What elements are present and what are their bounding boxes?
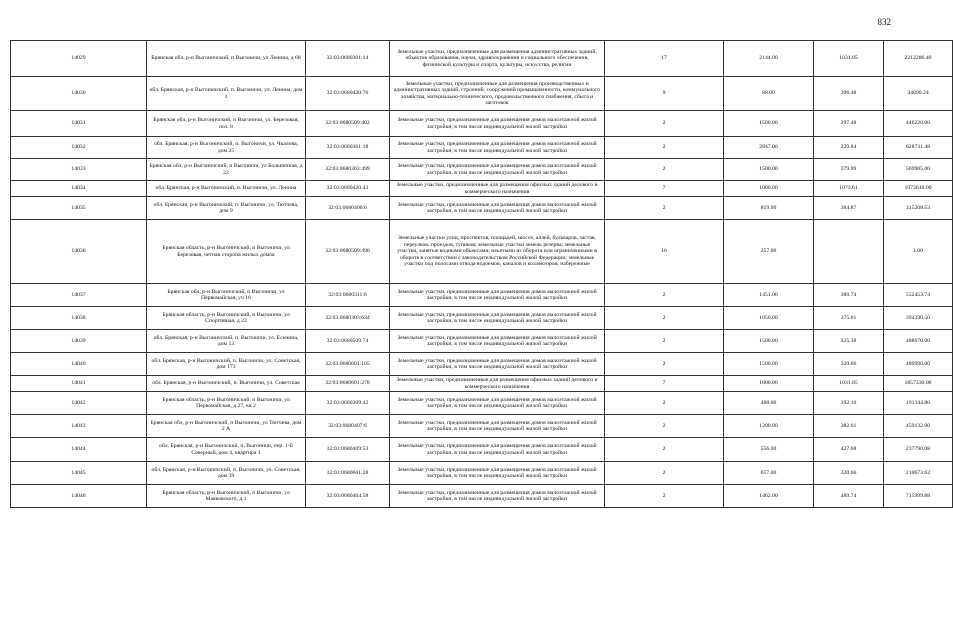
land-purpose-cell: Земельные участки, предназначенные для размещения домов малоэтажной жилой застройки, в том числе индивидуальной жилой застройки <box>390 284 605 307</box>
specific-value-cell: 320.66 <box>814 353 884 376</box>
group-code-cell: 2 <box>605 438 724 462</box>
specific-value-cell: 297.48 <box>814 111 884 137</box>
cadastral-value-cell: 569985.00 <box>884 159 953 181</box>
row-id-cell: 14033 <box>11 159 147 181</box>
specific-value-cell: 1031.85 <box>814 376 884 392</box>
specific-value-cell: 379.99 <box>814 159 884 181</box>
land-purpose-cell: Земельные участки, предназначенные для размещения офисных зданий делового и коммерческого назначения <box>390 181 605 197</box>
area-cell: 1500.00 <box>724 330 814 353</box>
cadastral-number-cell: 32:03:0680406:6 <box>306 197 390 220</box>
cadastral-value-cell: 191344.80 <box>884 392 953 415</box>
area-cell: 819.00 <box>724 197 814 220</box>
cadastral-number-cell: 32:03:0680509:74 <box>306 330 390 353</box>
table-row <box>11 284 953 307</box>
address-cell: обл. Брянская, р-н Выгоничский, п. Выгоничи, ул. Советская, дом 39 <box>147 462 306 485</box>
group-code-cell: 7 <box>605 376 724 392</box>
cadastral-value-cell: 2212286.40 <box>884 41 953 77</box>
cadastral-number-cell: 32:03:0680309:42 <box>306 392 390 415</box>
table-row <box>11 111 953 137</box>
land-purpose-cell: Земельные участки улиц, проспектов, площадей, шоссе, аллей, бульваров, застав, переулков, проездов, тупиков; земельные участки земель резерва; земельные участки, занятые водными объектами, изъятыми из оборота или ограниченными в обороте в соответствии с законодательством Российской Федерации; земельные участки под полосами отвода водоемов, каналов и коллекторов, набережные <box>390 220 605 284</box>
specific-value-cell: 1031.85 <box>814 41 884 77</box>
row-id-cell: 14035 <box>11 197 147 220</box>
row-id-cell: 14046 <box>11 485 147 508</box>
table-row <box>11 159 953 181</box>
table-row <box>11 41 953 77</box>
group-code-cell: 9 <box>605 77 724 111</box>
group-code-cell: 2 <box>605 353 724 376</box>
area-cell: 88.00 <box>724 77 814 111</box>
cadastral-number-cell: 32:03:0680404:58 <box>306 485 390 508</box>
specific-value-cell <box>814 220 884 284</box>
cadastral-number-cell: 32:03:0680420:43 <box>306 181 390 197</box>
address-cell: Брянская область, р-н Выгоничский, п Выгоничи, ул Березовая, четная сторона жилых домов <box>147 220 306 284</box>
land-purpose-cell: Земельные участки, предназначенные для размещения домов малоэтажной жилой застройки, в том числе индивидуальной жилой застройки <box>390 353 605 376</box>
cadastral-value-cell: 488070.00 <box>884 330 953 353</box>
table-row <box>11 77 953 111</box>
area-cell: 1500.00 <box>724 111 814 137</box>
cadastral-number-cell: 32:03:0680509:490 <box>306 220 390 284</box>
cadastral-value-cell: 1.00 <box>884 220 953 284</box>
cadastral-value-cell: 552453.74 <box>884 284 953 307</box>
cadastral-value-cell: 394390.50 <box>884 307 953 330</box>
page-number: 832 <box>877 17 891 27</box>
cadastral-number-cell: 32:03:0680407:6 <box>306 415 390 438</box>
address-cell: обл. Брянская, р-н Выгоничский, п. Выгоничи, ул. Советская <box>147 376 306 392</box>
group-code-cell: 2 <box>605 111 724 137</box>
address-cell: обл. Брянская, р-н Выгоничский, п. Выгоничи, ул. Советская, дом 173 <box>147 353 306 376</box>
group-code-cell: 16 <box>605 220 724 284</box>
address-cell: обл. Брянская, р-н Выгоничский, п. Выгоничи, ул. Есенина, дом 13 <box>147 330 306 353</box>
group-code-cell: 2 <box>605 415 724 438</box>
address-cell: Брянская область, р-н Выгоничский, п Выгоничи, ул Маяковского, д 1 <box>147 485 306 508</box>
specific-value-cell: 382.61 <box>814 415 884 438</box>
row-id-cell: 14043 <box>11 415 147 438</box>
area-cell: 257.00 <box>724 220 814 284</box>
specific-value-cell: 320.66 <box>814 462 884 485</box>
address-cell: обл. Брянская, р-н Выгоничский, п. Выгоничи, пер. 1-й Северный, дом 4, квартира 1 <box>147 438 306 462</box>
address-cell: Брянская обл, р-н Выгоничский, п Выгоничи, ул Первомайская, уч 16 <box>147 284 306 307</box>
address-cell: Брянская обл, р-н Выгоничский, п Выгоничи, ул Ленина, д 68 <box>147 41 306 77</box>
specific-value-cell: 384.87 <box>814 197 884 220</box>
group-code-cell: 2 <box>605 159 724 181</box>
land-purpose-cell: Земельные участки, предназначенные для размещения домов малоэтажной жилой застройки, в том числе индивидуальной жилой застройки <box>390 415 605 438</box>
land-purpose-cell: Земельные участки, предназначенные для размещения производственных и административных зданий, строений, сооружений промышленности, коммунального хозяйства, материально-технического, продовольственного снабжения, сбыта и заготовок <box>390 77 605 111</box>
cadastral-number-cell: 32:03:0680509:402 <box>306 111 390 137</box>
group-code-cell: 2 <box>605 330 724 353</box>
table-row <box>11 137 953 159</box>
area-cell: 657.00 <box>724 462 814 485</box>
table-row <box>11 220 953 284</box>
row-id-cell: 14031 <box>11 111 147 137</box>
cadastral-value-cell: 459132.00 <box>884 415 953 438</box>
address-cell: Брянская область, р-н Выгоничский, п Выгоничи, ул Первомайская, д 27, кв 2 <box>147 392 306 415</box>
cadastral-number-cell: 32:03:0680311:6 <box>306 284 390 307</box>
row-id-cell: 14041 <box>11 376 147 392</box>
land-purpose-cell: Земельные участки, предназначенные для размещения домов малоэтажной жилой застройки, в том числе индивидуальной жилой застройки <box>390 307 605 330</box>
area-cell: 1500.00 <box>724 159 814 181</box>
cadastral-value-cell: 715999.88 <box>884 485 953 508</box>
cadastral-number-cell: 32:03:0680601:105 <box>306 353 390 376</box>
table-row <box>11 462 953 485</box>
cadastral-value-cell: 1857330.00 <box>884 376 953 392</box>
table-row <box>11 197 953 220</box>
land-purpose-cell: Земельные участки, предназначенные для размещения домов малоэтажной жилой застройки, в том числе индивидуальной жилой застройки <box>390 462 605 485</box>
address-cell: Брянская область, р-н Выгоничский, п Выгоничи, ул Спортивная, д 22 <box>147 307 306 330</box>
area-cell: 1000.00 <box>724 181 814 197</box>
land-purpose-cell: Земельные участки, предназначенные для размещения домов малоэтажной жилой застройки, в том числе индивидуальной жилой застройки <box>390 197 605 220</box>
group-code-cell: 2 <box>605 307 724 330</box>
area-cell: 2847.00 <box>724 137 814 159</box>
row-id-cell: 14036 <box>11 220 147 284</box>
row-id-cell: 14039 <box>11 330 147 353</box>
row-id-cell: 14032 <box>11 137 147 159</box>
group-code-cell: 2 <box>605 284 724 307</box>
row-id-cell: 14034 <box>11 181 147 197</box>
land-purpose-cell: Земельные участки, предназначенные для размещения домов малоэтажной жилой застройки, в том числе индивидуальной жилой застройки <box>390 159 605 181</box>
cadastral-value-cell: 1073610.00 <box>884 181 953 197</box>
cadastral-number-cell: 32:03:0680420:76 <box>306 77 390 111</box>
area-cell: 1050.00 <box>724 307 814 330</box>
cadastral-value-table <box>10 40 953 508</box>
address-cell: обл. Брянская, р-н Выгоничский, п. Выгоничи, ул. Ленина <box>147 181 306 197</box>
area-cell: 2144.00 <box>724 41 814 77</box>
land-purpose-cell: Земельные участки, предназначенные для размещения домов малоэтажной жилой застройки, в том числе индивидуальной жилой застройки <box>390 485 605 508</box>
area-cell: 1500.00 <box>724 353 814 376</box>
land-purpose-cell: Земельные участки, предназначенные для размещения офисных зданий делового и коммерческого назначения <box>390 376 605 392</box>
table-row <box>11 438 953 462</box>
land-purpose-cell: Земельные участки, предназначенные для размещения домов малоэтажной жилой застройки, в том числе индивидуальной жилой застройки <box>390 330 605 353</box>
address-cell: Брянская обл, р-н Выгоничский, п Выгоничи, ул Тютчева, дом 2 А <box>147 415 306 438</box>
specific-value-cell: 380.74 <box>814 284 884 307</box>
specific-value-cell: 220.84 <box>814 137 884 159</box>
cadastral-number-cell: 32:03:0680301:18 <box>306 137 390 159</box>
row-id-cell: 14044 <box>11 438 147 462</box>
specific-value-cell: 325.38 <box>814 330 884 353</box>
cadastral-value-cell: 446220.00 <box>884 111 953 137</box>
cadastral-value-cell: 34890.24 <box>884 77 953 111</box>
cadastral-number-cell: 32:03:0680601:278 <box>306 376 390 392</box>
land-purpose-cell: Земельные участки, предназначенные для размещения домов малоэтажной жилой застройки, в том числе индивидуальной жилой застройки <box>390 392 605 415</box>
cadastral-number-cell: 32:03:0680409:53 <box>306 438 390 462</box>
row-id-cell: 14037 <box>11 284 147 307</box>
cadastral-value-cell: 628731.48 <box>884 137 953 159</box>
cadastral-value-cell: 210673.62 <box>884 462 953 485</box>
cadastral-value-cell: 315208.53 <box>884 197 953 220</box>
table-row <box>11 392 953 415</box>
table-row <box>11 415 953 438</box>
table-row <box>11 353 953 376</box>
address-cell: обл. Брянская, р-н Выгоничский, п. Выгоничи, ул. Чкалова, дом 25 <box>147 137 306 159</box>
cadastral-value-cell: 237790.08 <box>884 438 953 462</box>
table-row <box>11 181 953 197</box>
address-cell: обл. Брянская, р-н Выгоничский, п. Выгоничи, ул. Ленина, дом 1 <box>147 77 306 111</box>
area-cell: 1451.00 <box>724 284 814 307</box>
land-purpose-cell: Земельные участки, предназначенные для размещения административных зданий, объектов образования, науки, здравоохранения и социального обеспечения, физической культуры и спорта, культуры, искусства, религии <box>390 41 605 77</box>
specific-value-cell: 1073.61 <box>814 181 884 197</box>
cadastral-number-cell: 32:03:0680303:634 <box>306 307 390 330</box>
specific-value-cell: 375.61 <box>814 307 884 330</box>
area-cell: 1200.00 <box>724 415 814 438</box>
address-cell: обл. Брянская, р-н Выгоничский, п. Выгоничи, ул. Тютчева, дом 9 <box>147 197 306 220</box>
row-id-cell: 14030 <box>11 77 147 111</box>
group-code-cell: 17 <box>605 41 724 77</box>
group-code-cell: 2 <box>605 462 724 485</box>
land-purpose-cell: Земельные участки, предназначенные для размещения домов малоэтажной жилой застройки, в том числе индивидуальной жилой застройки <box>390 137 605 159</box>
area-cell: 488.00 <box>724 392 814 415</box>
group-code-cell: 7 <box>605 181 724 197</box>
cadastral-number-cell: 32:03:0680601:28 <box>306 462 390 485</box>
specific-value-cell: 396.48 <box>814 77 884 111</box>
area-cell: 1800.00 <box>724 376 814 392</box>
row-id-cell: 14029 <box>11 41 147 77</box>
group-code-cell: 2 <box>605 485 724 508</box>
specific-value-cell: 427.68 <box>814 438 884 462</box>
cadastral-value-cell: 480990.00 <box>884 353 953 376</box>
group-code-cell: 2 <box>605 392 724 415</box>
land-purpose-cell: Земельные участки, предназначенные для размещения домов малоэтажной жилой застройки, в том числе индивидуальной жилой застройки <box>390 111 605 137</box>
area-cell: 556.00 <box>724 438 814 462</box>
row-id-cell: 14045 <box>11 462 147 485</box>
address-cell: Брянская обл, р-н Выгоничский, п Выгоничи, ул. Березовая, поз. 8 <box>147 111 306 137</box>
row-id-cell: 14042 <box>11 392 147 415</box>
specific-value-cell: 392.10 <box>814 392 884 415</box>
row-id-cell: 14038 <box>11 307 147 330</box>
cadastral-number-cell: 32:03:0680301:14 <box>306 41 390 77</box>
group-code-cell: 2 <box>605 137 724 159</box>
table-row <box>11 485 953 508</box>
area-cell: 1462.00 <box>724 485 814 508</box>
table-row <box>11 376 953 392</box>
table-row <box>11 307 953 330</box>
row-id-cell: 14040 <box>11 353 147 376</box>
group-code-cell: 2 <box>605 197 724 220</box>
cadastral-number-cell: 32:03:0680303:499 <box>306 159 390 181</box>
address-cell: Брянская обл, р-н Выгоничский, п Выгоничи, ул Больничная, д 22 <box>147 159 306 181</box>
specific-value-cell: 489.74 <box>814 485 884 508</box>
land-purpose-cell: Земельные участки, предназначенные для размещения домов малоэтажной жилой застройки, в том числе индивидуальной жилой застройки <box>390 438 605 462</box>
table-row <box>11 330 953 353</box>
